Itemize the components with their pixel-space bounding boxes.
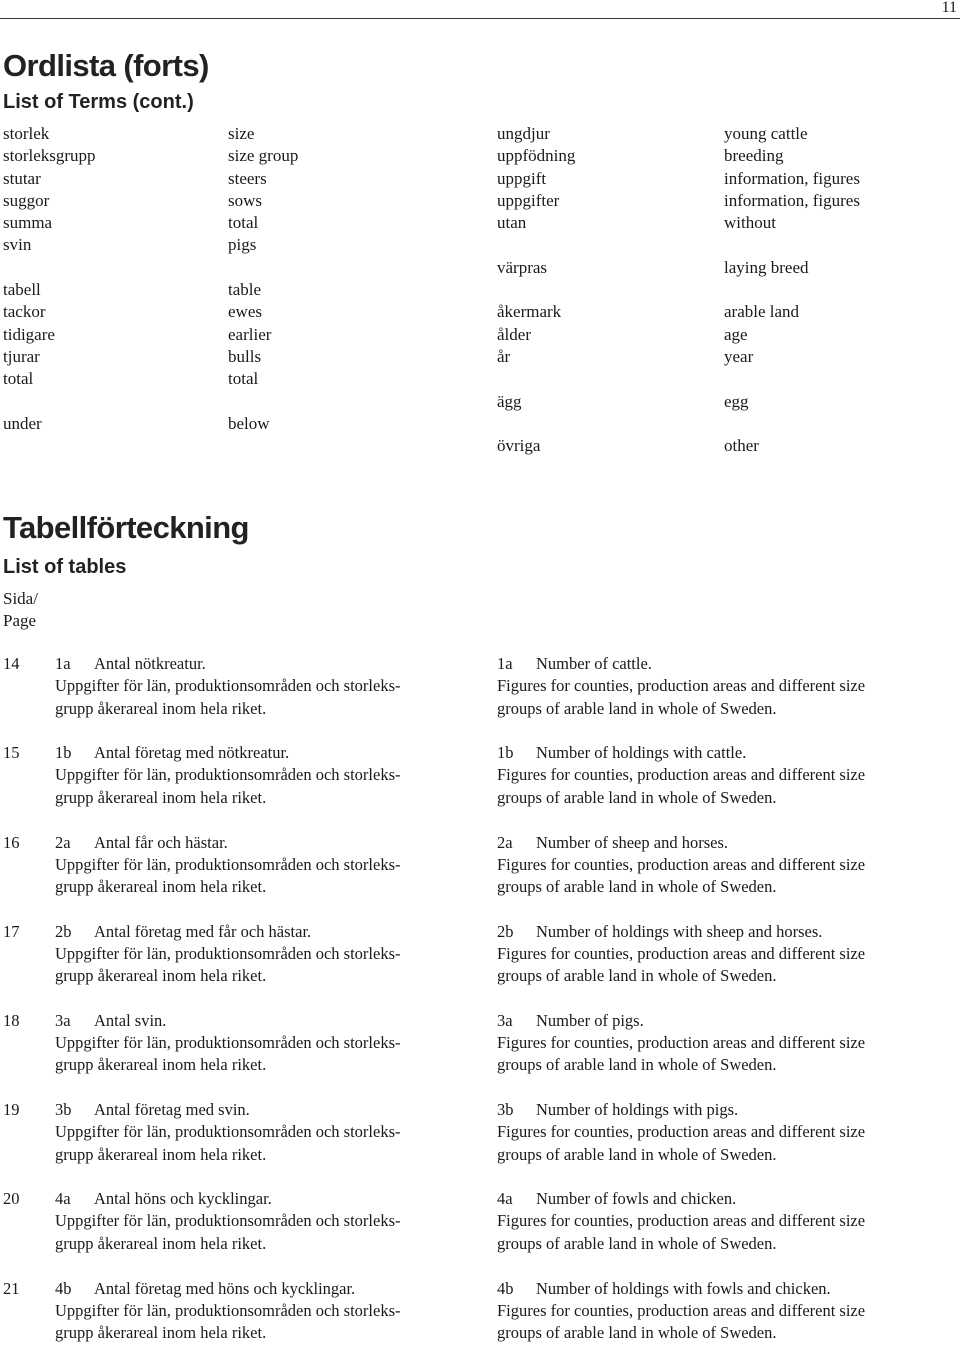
table-title-sv: Antal företag med får och hästar. <box>94 921 312 941</box>
glossary-term: tackor <box>3 302 46 322</box>
glossary-term: total <box>3 369 34 389</box>
glossary-term: breeding <box>724 146 784 166</box>
glossary-term <box>724 368 860 390</box>
table-page-number: 19 <box>3 1100 20 1119</box>
glossary-term: tabell <box>3 280 41 300</box>
table-entry <box>0 1010 960 1077</box>
table-entry-english <box>497 1278 865 1345</box>
glossary-term <box>3 257 96 279</box>
table-code-en: 1b <box>497 743 514 762</box>
glossary-term: laying breed <box>724 257 809 277</box>
glossary-term: summa <box>3 213 53 233</box>
glossary-term <box>228 391 298 413</box>
table-code-en: 2a <box>497 832 513 852</box>
table-title-en: Number of holdings with pigs. <box>536 1100 739 1119</box>
table-title-en: Number of holdings with sheep and horses. <box>536 921 823 941</box>
page-number: 11 <box>941 0 957 16</box>
glossary-term: värpras <box>497 257 548 277</box>
table-desc-sv-line2: Uppgifter för län, produktionsområden och storleks- <box>55 1211 401 1231</box>
table-title-sv: Antal företag med nötkreatur. <box>94 743 290 762</box>
glossary-term: sows <box>228 190 263 210</box>
glossary-term: uppgifter <box>497 190 560 210</box>
table-entry <box>0 742 960 809</box>
glossary-term <box>724 413 860 435</box>
table-page-number: 18 <box>3 1010 20 1030</box>
table-entry-swedish <box>55 921 401 988</box>
table-page-number: 17 <box>3 921 20 941</box>
table-desc-en-line2: Figures for counties, production areas and different size <box>497 1211 866 1231</box>
table-page-number: 16 <box>3 832 20 852</box>
glossary-term: arable land <box>724 302 800 322</box>
table-entry-english <box>497 921 865 988</box>
table-code-en: 3a <box>497 1010 513 1030</box>
glossary-term <box>3 391 96 413</box>
table-desc-sv-line3: grupp åkerareal inom hela riket. <box>55 1323 267 1343</box>
page-label-sv: Sida/ <box>3 589 38 608</box>
table-desc-en-line3: groups of arable land in whole of Sweden. <box>497 877 777 897</box>
table-code: 3a <box>55 1010 71 1030</box>
table-desc-sv-line2: Uppgifter för län, produktionsområden och storleks- <box>55 1032 401 1052</box>
table-entry-english <box>497 832 865 899</box>
table-entry-english <box>497 1099 865 1166</box>
table-desc-en-line3: groups of arable land in whole of Sweden. <box>497 698 777 718</box>
glossary-term: total <box>228 369 259 389</box>
glossary-term: without <box>724 213 776 233</box>
table-desc-sv-line3: grupp åkerareal inom hela riket. <box>55 877 267 897</box>
glossary-term <box>497 413 575 435</box>
table-desc-en-line2: Figures for counties, production areas and different size <box>497 676 866 696</box>
glossary-title: Ordlista (forts) <box>3 48 209 83</box>
table-desc-sv-line3: grupp åkerareal inom hela riket. <box>55 787 267 807</box>
glossary-term: other <box>724 436 759 456</box>
table-desc-sv-line3: grupp åkerareal inom hela riket. <box>55 1233 267 1253</box>
table-desc-en-line3: groups of arable land in whole of Sweden. <box>497 1233 777 1253</box>
table-entry <box>0 1188 960 1255</box>
glossary-term: bulls <box>228 346 262 366</box>
glossary-term: uppfödning <box>497 146 576 166</box>
table-code: 4b <box>55 1278 72 1298</box>
glossary-term: egg <box>724 391 749 411</box>
glossary-term: tjurar <box>3 346 40 366</box>
page-header-rule <box>0 0 960 19</box>
glossary-term: size group <box>228 146 299 166</box>
table-title-en: Number of fowls and chicken. <box>536 1189 737 1208</box>
glossary-term: information, figures <box>724 190 860 210</box>
table-desc-sv-line2: Uppgifter för län, produktionsområden och storleks- <box>55 854 401 874</box>
table-title-sv: Antal företag med svin. <box>94 1100 250 1119</box>
table-code-en: 4a <box>497 1189 513 1208</box>
table-desc-en-line2: Figures for counties, production areas and different size <box>497 854 866 874</box>
page-column-label <box>3 588 38 632</box>
glossary-term: svin <box>3 235 32 255</box>
tables-subtitle: List of tables <box>3 556 127 578</box>
table-title-en: Number of holdings with fowls and chicken. <box>536 1278 831 1298</box>
glossary-term: åkermark <box>497 302 562 322</box>
table-desc-en-line2: Figures for counties, production areas and different size <box>497 765 866 785</box>
table-title-en: Number of holdings with cattle. <box>536 743 747 762</box>
table-entry-swedish <box>55 832 401 899</box>
glossary-subtitle: List of Terms (cont.) <box>3 91 194 113</box>
table-entry-english <box>497 653 865 720</box>
glossary-term: stutar <box>3 168 41 188</box>
table-code: 1b <box>55 743 72 762</box>
glossary-term: storlek <box>3 124 50 143</box>
glossary-term: storleksgrupp <box>3 146 96 166</box>
table-desc-en-line2: Figures for counties, production areas and different size <box>497 1300 866 1320</box>
table-desc-en-line3: groups of arable land in whole of Sweden. <box>497 787 777 807</box>
glossary-term <box>497 234 575 256</box>
table-code-en: 1a <box>497 654 513 673</box>
table-code: 4a <box>55 1189 71 1208</box>
table-desc-en-line2: Figures for counties, production areas and different size <box>497 1032 866 1052</box>
glossary-left-english <box>228 123 298 435</box>
table-code: 1a <box>55 654 71 673</box>
table-entry-swedish <box>55 742 401 809</box>
glossary-term: ägg <box>497 391 522 411</box>
table-code-en: 2b <box>497 921 514 941</box>
glossary-term: under <box>3 413 42 433</box>
glossary-term: tidigare <box>3 324 55 344</box>
glossary-term: earlier <box>228 324 272 344</box>
table-entry <box>0 832 960 899</box>
glossary-left-swedish <box>3 123 96 435</box>
glossary-term: year <box>724 346 754 366</box>
table-desc-sv-line3: grupp åkerareal inom hela riket. <box>55 966 267 986</box>
table-page-number: 20 <box>3 1189 20 1208</box>
table-page-number: 14 <box>3 654 20 673</box>
glossary-term <box>724 234 860 256</box>
glossary-term: ungdjur <box>497 124 550 143</box>
table-title-sv: Antal höns och kycklingar. <box>94 1189 272 1208</box>
tables-title: Tabellförteckning <box>3 510 249 545</box>
table-entry <box>0 1099 960 1166</box>
table-code: 2a <box>55 832 71 852</box>
table-desc-en-line3: groups of arable land in whole of Sweden. <box>497 1055 777 1075</box>
glossary-term: ålder <box>497 324 531 344</box>
table-code: 3b <box>55 1100 72 1119</box>
table-title-sv: Antal nötkreatur. <box>94 654 206 673</box>
table-entry-swedish <box>55 1099 401 1166</box>
glossary-term: pigs <box>228 235 257 255</box>
table-title-sv: Antal får och hästar. <box>94 832 228 852</box>
glossary-term: utan <box>497 213 527 233</box>
glossary-term: steers <box>228 168 267 188</box>
glossary-term <box>724 279 860 301</box>
table-entry-english <box>497 1010 865 1077</box>
glossary-term <box>497 368 575 390</box>
table-title-sv: Antal företag med höns och kycklingar. <box>94 1278 356 1298</box>
table-desc-en-line2: Figures for counties, production areas and different size <box>497 943 866 963</box>
table-entry-swedish <box>55 1010 401 1077</box>
glossary-term: total <box>228 213 259 233</box>
glossary-right-swedish <box>497 123 575 457</box>
table-code: 2b <box>55 921 72 941</box>
table-desc-sv-line2: Uppgifter för län, produktionsområden och storleks- <box>55 943 401 963</box>
glossary-term: age <box>724 324 748 344</box>
table-page-number: 15 <box>3 743 20 762</box>
glossary-term: information, figures <box>724 168 860 188</box>
table-title-en: Number of sheep and horses. <box>536 832 728 852</box>
table-entry-swedish <box>55 653 401 720</box>
table-desc-sv-line3: grupp åkerareal inom hela riket. <box>55 1144 267 1164</box>
table-desc-en-line3: groups of arable land in whole of Sweden. <box>497 966 777 986</box>
glossary-right-english <box>724 123 860 457</box>
table-desc-sv-line2: Uppgifter för län, produktionsområden och storleks- <box>55 765 401 785</box>
table-entry-swedish <box>55 1188 401 1255</box>
glossary-term: år <box>497 346 511 366</box>
table-entry-english <box>497 1188 865 1255</box>
table-entry <box>0 921 960 988</box>
table-title-sv: Antal svin. <box>94 1010 167 1030</box>
glossary-term <box>228 257 298 279</box>
glossary-term: suggor <box>3 190 50 210</box>
glossary-term: young cattle <box>724 124 808 143</box>
table-title-en: Number of cattle. <box>536 654 652 673</box>
glossary-term: ewes <box>228 302 262 322</box>
table-desc-en-line3: groups of arable land in whole of Sweden. <box>497 1144 777 1164</box>
table-entry <box>0 1278 960 1345</box>
page-label-en: Page <box>3 611 37 630</box>
table-desc-sv-line3: grupp åkerareal inom hela riket. <box>55 698 267 718</box>
table-entry-swedish <box>55 1278 401 1345</box>
table-desc-sv-line3: grupp åkerareal inom hela riket. <box>55 1055 267 1075</box>
table-desc-sv-line2: Uppgifter för län, produktionsområden och storleks- <box>55 676 401 696</box>
glossary-term <box>497 279 575 301</box>
table-code-en: 4b <box>497 1278 514 1298</box>
glossary-term: size <box>228 124 255 143</box>
table-entry-english <box>497 742 865 809</box>
table-code-en: 3b <box>497 1100 514 1119</box>
table-desc-sv-line2: Uppgifter för län, produktionsområden och storleks- <box>55 1300 401 1320</box>
table-desc-en-line3: groups of arable land in whole of Sweden. <box>497 1323 777 1343</box>
glossary-term: övriga <box>497 436 541 456</box>
glossary-term: uppgift <box>497 168 547 188</box>
glossary-term: table <box>228 280 262 300</box>
glossary-term: below <box>228 413 270 433</box>
table-desc-en-line2: Figures for counties, production areas and different size <box>497 1122 866 1142</box>
table-page-number: 21 <box>3 1278 20 1298</box>
table-desc-sv-line2: Uppgifter för län, produktionsområden och storleks- <box>55 1122 401 1142</box>
table-title-en: Number of pigs. <box>536 1010 644 1030</box>
table-entry <box>0 653 960 720</box>
